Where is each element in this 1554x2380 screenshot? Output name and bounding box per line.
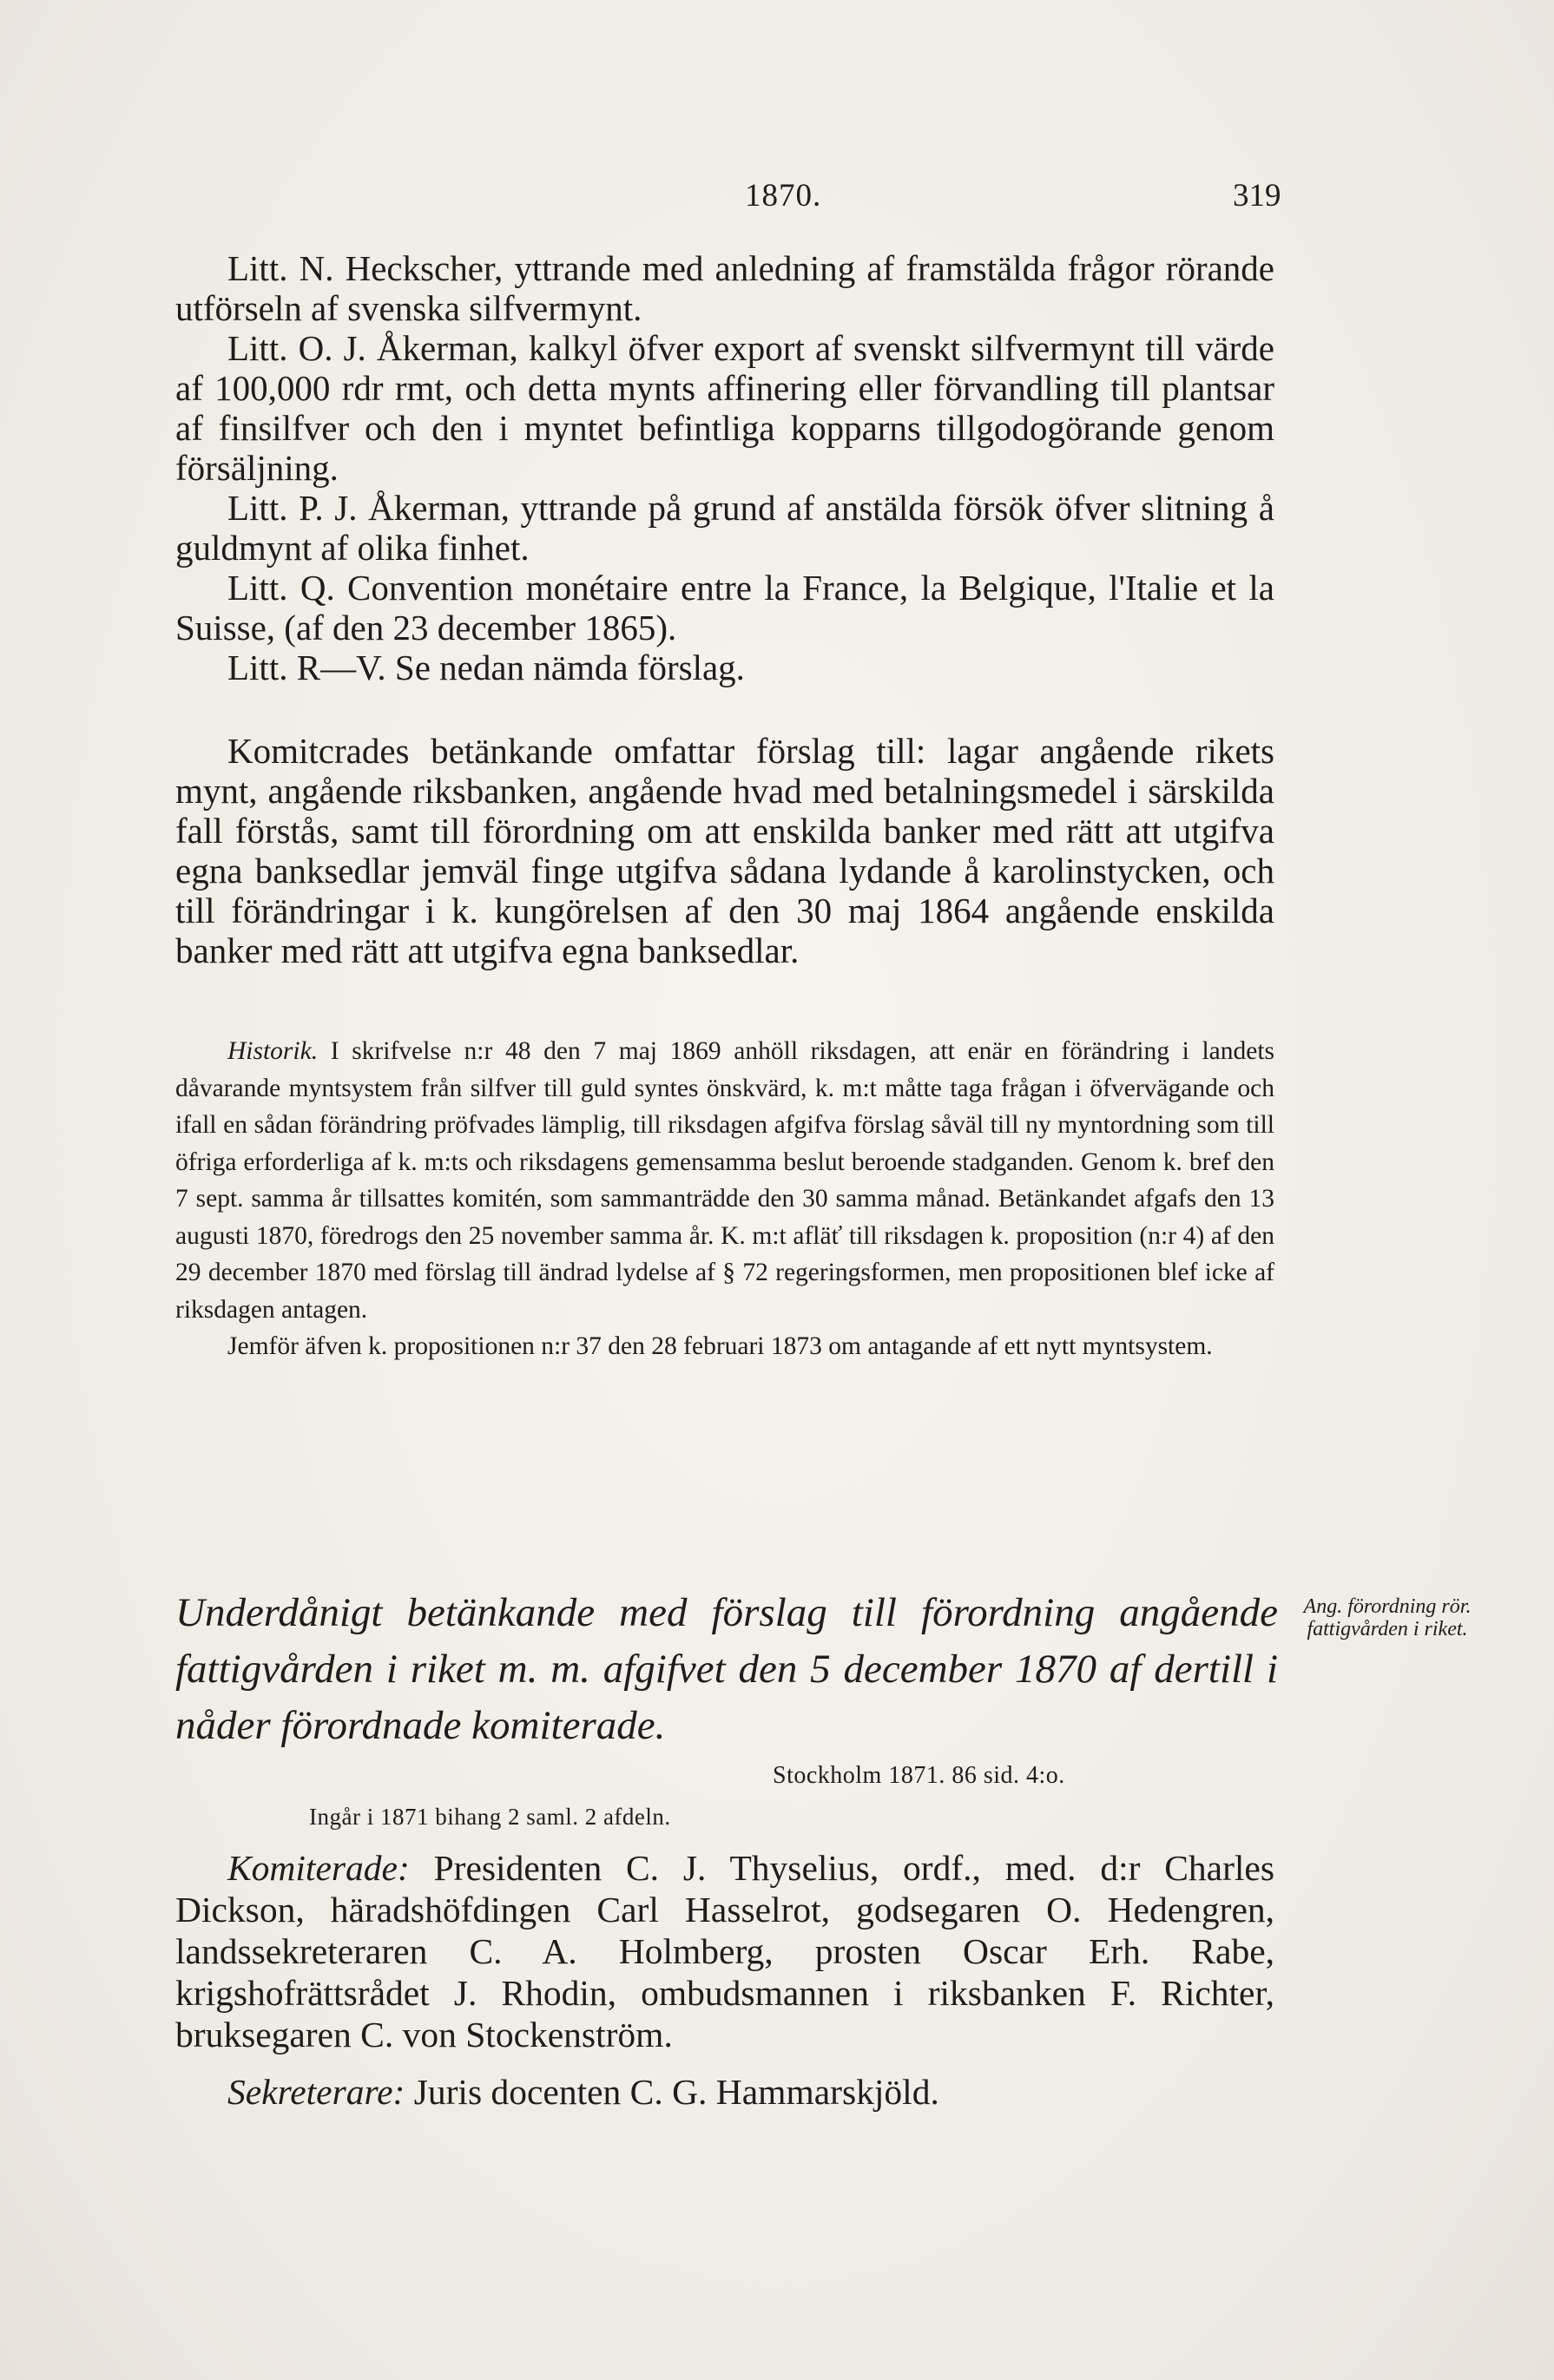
margin-note: Ang. förordning rör. fattigvården i riket. [1303, 1595, 1472, 1640]
historik-label: Historik. [227, 1037, 319, 1065]
komiterade-label: Komiterade: [227, 1848, 410, 1888]
report-title: Underdånigt betänkande med förslag till förordning angående fattigvården i riket m. m. afgifvet den 5 december 1870 af dertill i nåder förordnade komiterade. [175, 1590, 1278, 1748]
sekreterare-paragraph [175, 2071, 1274, 2113]
publication-info: Stockholm 1871. 86 sid. 4:o. [773, 1762, 1065, 1789]
historik-text: I skrifvelse n:r 48 den 7 maj 1869 anhöll riksdagen, att enär en förändring i landets dåvarande myntsystem från silfver till guld syntes önskvärd, k. m:t måtte taga frågan i öfvervägande och ifall en sådan förändring pröfvades lämplig, till riksdagen afgifva förslag såväl till ny myntordning som till öfriga erforderliga af k. m:ts och riksdagens gemensamma beslut beroende stadganden. Genom k. bref den 7 sept. samma år tillsattes komitén, som sammanträdde den 30 samma månad. Betänkandet afgafs den 13 augusti 1870, föredrogs den 25 november samma år. K. m:t afläť till riksdagen k. proposition (n:r 4) af den 29 december 1870 med förslag till ändrad lydelse af § 72 regeringsformen, men propositionen blef icke af riksdagen antagen. [175, 1037, 1274, 1324]
litt-entry-r-v: Litt. R—V. Se nedan nämda förslag. [227, 648, 745, 687]
litt-entry-n: Litt. N. Heckscher, yttrande med anledning af framstälda frågor rörande utförseln af svenska silfvermynt. [175, 248, 1274, 328]
komiterade-text: Presidenten C. J. Thyselius, ordf., med. d:r Charles Dickson, häradshöfdingen Carl Hasselrot, godsegaren O. Hedengren, landssekreteraren C. A. Holmberg, prosten Oscar Erh. Rabe, krigshofrättsrådet J. Rhodin, ombudsmannen i riksbanken F. Richter, bruksegaren C. von Stockenström. [175, 1848, 1274, 2055]
page-number: 319 [1233, 178, 1281, 214]
sekreterare-label: Sekreterare: [227, 2072, 405, 2112]
litt-entry-p: Litt. P. J. Åkerman, yttrande på grund af anstälda försök öfver slitning å guldmynt af olika finhet. [175, 488, 1274, 568]
litt-list [175, 248, 1274, 687]
committee-section [175, 1847, 1274, 2113]
litt-entry-o: Litt. O. J. Åkerman, kalkyl öfver export af svenskt silfvermynt till värde af 100,000 rdr rmt, och detta mynts affinering eller förvandling till plantsar af finsilfver och den i myntet befintliga kopparns tillgodogörande genom försäljning. [175, 328, 1274, 488]
page-header [0, 177, 1554, 220]
header-year: 1870. [745, 178, 822, 214]
komite-section [175, 731, 1274, 970]
litt-entry-q: Litt. Q. Convention monétaire entre la France, la Belgique, l'Italie et la Suisse, (af den 23 december 1865). [175, 568, 1274, 648]
historik-paragraph [175, 1033, 1274, 1328]
komite-paragraph: Komitcrades betänkande omfattar förslag till: lagar angående rikets mynt, angående riksbanken, angående hvad med betalningsmedel i särskilda fall förstås, samt till förordning om att enskilda banker med rätt att utgifva egna banksedlar jemväl finge utgifva sådana lydande å karolinstycken, och till förändringar i k. kungörelsen af den 30 maj 1864 angående enskilda banker med rätt att utgifva egna banksedlar. [175, 731, 1274, 970]
jemfor-paragraph: Jemför äfven k. propositionen n:r 37 den 28 februari 1873 om antagande af ett nytt myntsystem. [227, 1332, 1213, 1360]
historik-section [175, 1033, 1274, 1365]
komiterade-paragraph [175, 1847, 1274, 2055]
bihang-reference: Ingår i 1871 bihang 2 saml. 2 afdeln. [309, 1804, 671, 1830]
sekreterare-text: Juris docenten C. G. Hammarskjöld. [405, 2072, 939, 2112]
